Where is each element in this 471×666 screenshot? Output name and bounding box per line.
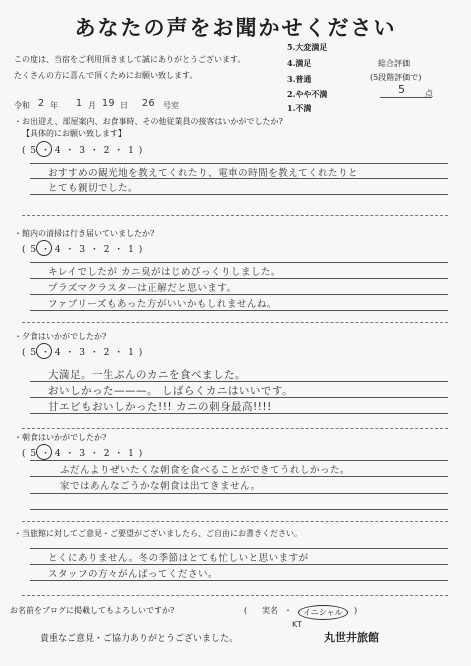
date-year-unit: 年 (50, 101, 58, 110)
q3-question: ・夕食はいかがでしたか? (14, 332, 107, 341)
q2-selected-circle (36, 240, 52, 256)
blog-real-name: 実名 (262, 606, 278, 615)
q2-answer-3: ファブリーズもあった方がいいかもしれませんね。 (48, 299, 277, 310)
q4-question: ・朝食はいかがでしたか? (14, 433, 107, 442)
blog-paren-close: ) (354, 606, 358, 615)
q4-line-1 (30, 460, 448, 461)
q1-line-3 (30, 194, 448, 195)
q3-answer-2: おいしかった———。 しばらくカニはいいです。 (48, 385, 293, 397)
q1-line-2 (30, 178, 448, 179)
q2-answer-2: プラズマクラスターは正解だと思います。 (48, 283, 237, 294)
q4-selected-circle (36, 444, 52, 460)
q4-line-3 (30, 493, 448, 494)
divider-5 (22, 595, 448, 596)
divider-4 (22, 521, 448, 522)
overall-label: 総合評価 (378, 59, 410, 68)
date-room: 26 (142, 98, 156, 109)
blog-initial-value: KT (292, 620, 303, 629)
legend-1: 1.不満 (287, 103, 312, 113)
q2-line-1 (30, 262, 448, 263)
q4-line-2 (30, 476, 448, 477)
overall-underline (380, 97, 432, 98)
blog-separator: ・ (284, 606, 292, 615)
q5-line-2 (30, 564, 448, 565)
inn-name: 丸世井旅館 (324, 631, 379, 644)
q2-scale: ( 5 ・ 4 ・ 3 ・ 2 ・ 1 ) (22, 245, 144, 255)
thanks-message: 貴重なご意見・ご協力ありがとうございました。 (40, 634, 239, 644)
q1-scale: ( 5 ・ 4 ・ 3 ・ 2 ・ 1 ) (22, 146, 144, 156)
divider-2 (22, 322, 448, 323)
q1-line-1 (30, 163, 448, 164)
q5-answer-1: とくにありません。冬の季節はとても忙しいと思いますが (48, 553, 309, 564)
overall-value: 5 (398, 83, 406, 96)
q3-answer-3: 甘エビもおいしかった!!! カニの刺身最高!!!! (48, 401, 272, 413)
date-month: 1 (76, 98, 83, 109)
date-day-unit: 日 (120, 101, 128, 110)
date-year: 2 (38, 98, 45, 109)
q3-selected-circle (36, 343, 52, 359)
overall-unit: 点 (425, 89, 433, 98)
legend-5: 5.大変満足 (287, 42, 328, 52)
intro-line-1: この度は、当宿をご利用頂きまして誠にありがとうございます。 (14, 55, 246, 64)
divider-1 (22, 215, 448, 216)
q4-scale: ( 5 ・ 4 ・ 3 ・ 2 ・ 1 ) (22, 449, 144, 459)
q5-question: ・当旅館に対してご意見・ご要望がございましたら、ご自由にお書きください。 (14, 529, 302, 538)
q1-answer-2: とても親切でした。 (48, 183, 139, 194)
date-era: 令和 (14, 101, 30, 110)
blog-question: お名前をブログに掲載してもよろしいですか? (10, 606, 175, 615)
q3-scale: ( 5 ・ 4 ・ 3 ・ 2 ・ 1 ) (22, 348, 144, 358)
date-day: 19 (102, 98, 116, 109)
intro-line-2: たくさんの方に喜んで頂くためにお願い致します。 (14, 71, 198, 80)
q3-answer-1: 大満足。一生ぶんのカニを食べました。 (48, 369, 246, 381)
blog-paren-open: ( (244, 606, 248, 615)
legend-4: 4.満足 (287, 58, 312, 68)
q3-line-1 (30, 381, 448, 382)
q1-detail-label: 【具体的にお願い致します】 (22, 129, 126, 138)
q4-answer-2: 家ではあんなごうかな朝食は出てきません。 (60, 481, 261, 492)
q1-selected-circle (36, 141, 52, 157)
q2-question: ・館内の清掃は行き届いていましたか? (14, 229, 155, 238)
date-month-unit: 月 (88, 101, 96, 110)
q3-line-3 (30, 413, 448, 414)
q3-line-2 (30, 397, 448, 398)
blog-initial: イニシャル (298, 605, 348, 620)
q5-answer-2: スタッフの方々がんばってください。 (48, 569, 219, 580)
date-room-unit: 号室 (163, 101, 179, 110)
q2-line-4 (30, 310, 448, 311)
q1-answer-1: おすすめの観光地を教えてくれたり、電車の時間を教えてくれたりと (48, 168, 359, 179)
q2-line-2 (30, 278, 448, 279)
q5-line-3 (30, 580, 448, 581)
q2-answer-1: キレイでしたが カニ臭がはじめびっくりしました。 (48, 267, 281, 278)
q5-line-1 (30, 548, 448, 549)
page-title: あなたの声をお聞かせください (74, 15, 397, 40)
legend-3: 3.普通 (287, 74, 312, 84)
q1-question: ・お出迎え、部屋案内、お食事時、その他従業員の接客はいかがでしたか? (14, 117, 283, 126)
q2-line-3 (30, 294, 448, 295)
legend-2: 2.やや不満 (287, 89, 328, 99)
q4-line-4 (30, 509, 448, 510)
q4-answer-1: ふだんよりぜいたくな朝食を食べることができてうれしかった。 (60, 465, 351, 476)
divider-3 (22, 428, 448, 429)
overall-sublabel: (5段階評価で) (370, 73, 422, 82)
